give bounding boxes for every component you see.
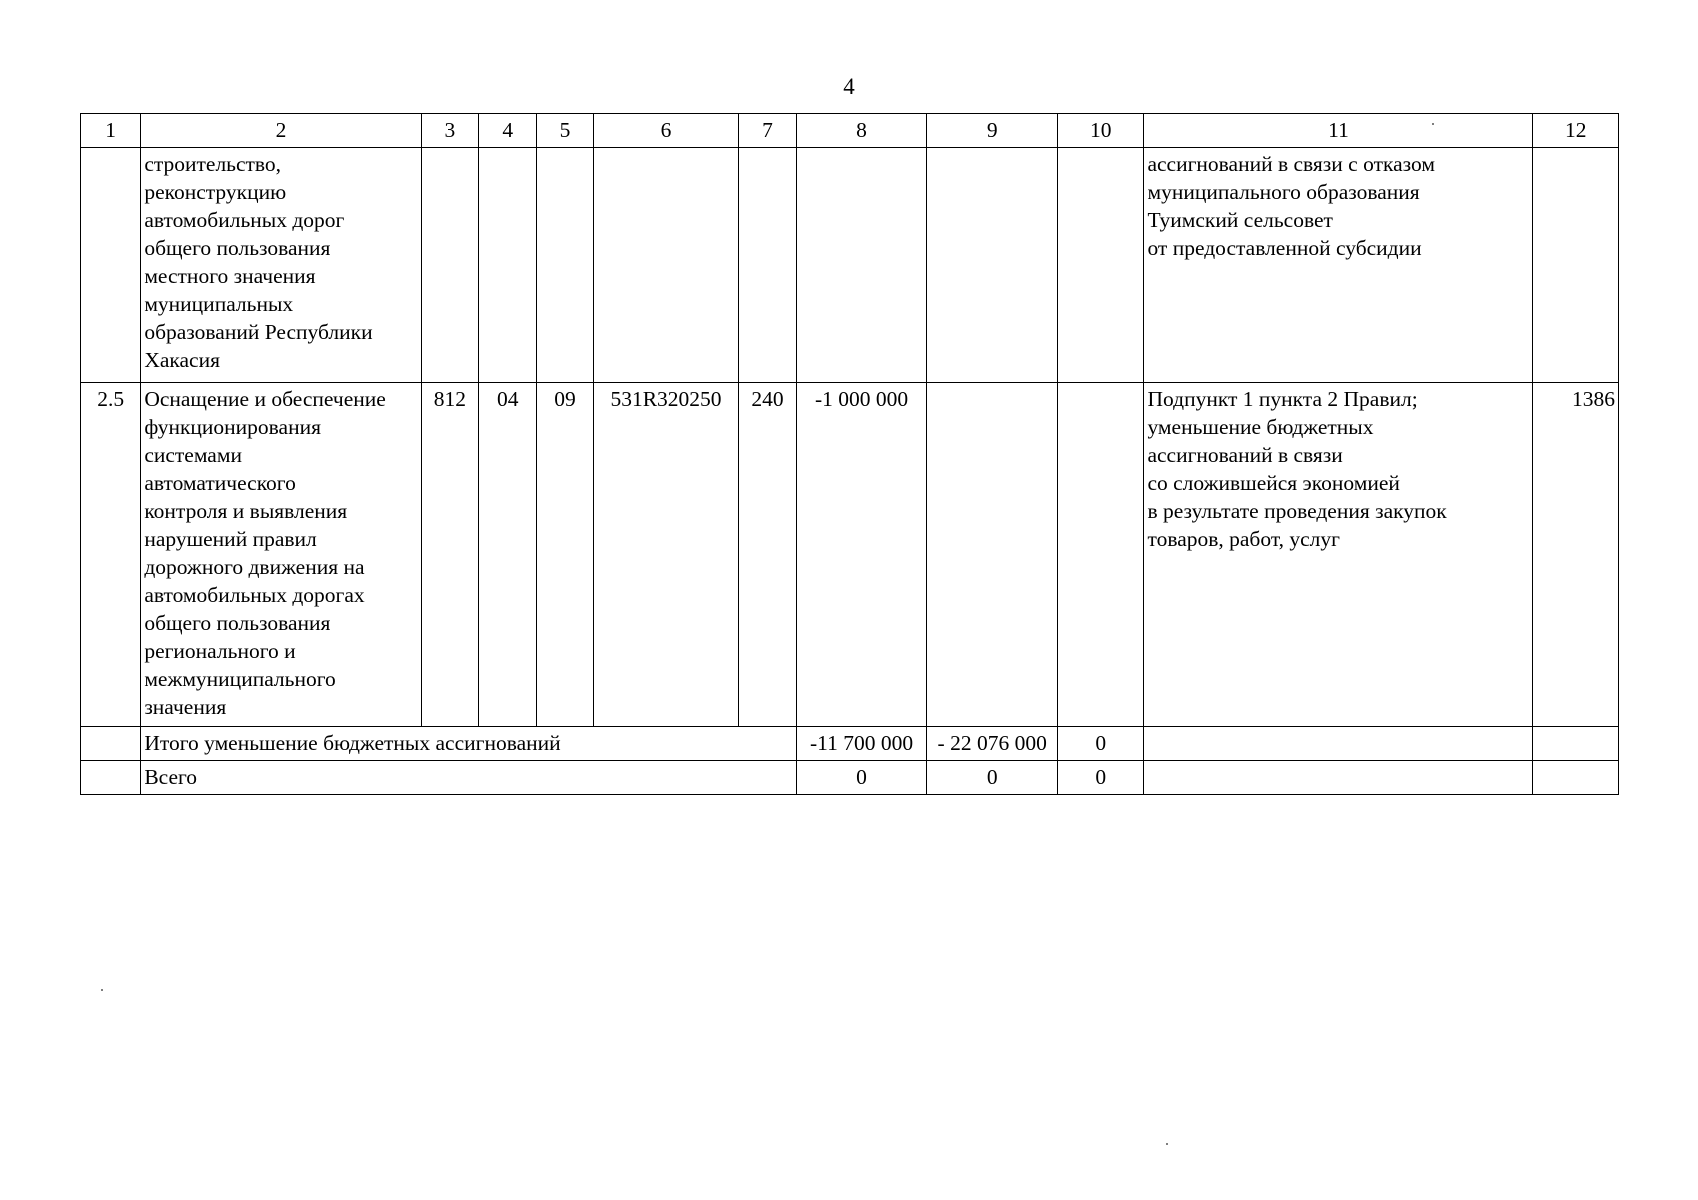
table-row <box>81 148 1619 383</box>
amount-cell: -1 000 000 <box>796 383 927 727</box>
header-cell: 10 <box>1058 114 1144 148</box>
code-cell: 812 <box>421 383 478 727</box>
code-cell <box>739 148 796 383</box>
row-number-cell <box>81 148 141 383</box>
empty-cell <box>1533 761 1619 795</box>
header-cell: 11 <box>1144 114 1533 148</box>
scan-speck <box>1166 1143 1168 1145</box>
amount-cell <box>927 148 1058 383</box>
code-cell: 09 <box>537 383 593 727</box>
header-cell: 7 <box>739 114 796 148</box>
empty-cell <box>1533 727 1619 761</box>
amount-cell <box>1058 383 1144 727</box>
scan-speck <box>101 989 103 991</box>
empty-cell <box>1144 761 1533 795</box>
code-cell: 531R320250 <box>593 383 739 727</box>
total-col9: - 22 076 000 <box>927 727 1058 761</box>
header-cell: 1 <box>81 114 141 148</box>
header-cell: 4 <box>479 114 537 148</box>
code-cell <box>421 148 478 383</box>
code-cell: 240 <box>739 383 796 727</box>
header-cell: 5 <box>537 114 593 148</box>
table-row <box>81 383 1619 727</box>
grand-total-col8: 0 <box>796 761 927 795</box>
header-row <box>81 114 1619 148</box>
total-col10: 0 <box>1058 727 1144 761</box>
empty-cell <box>81 727 141 761</box>
grand-total-col10: 0 <box>1058 761 1144 795</box>
header-cell: 3 <box>421 114 478 148</box>
reason-cell: ассигнований в связи с отказом муниципального образования Туимский сельсовет от предоставленной субсидии <box>1144 148 1533 383</box>
code-cell <box>593 148 739 383</box>
row-number-cell: 2.5 <box>81 383 141 727</box>
code-cell: 04 <box>479 383 537 727</box>
grand-total-col9: 0 <box>927 761 1058 795</box>
amount-cell <box>796 148 927 383</box>
page-number: 4 <box>843 74 855 99</box>
header-cell: 12 <box>1533 114 1619 148</box>
amount-cell <box>927 383 1058 727</box>
code-cell <box>479 148 537 383</box>
total-decrease-label: Итого уменьшение бюджетных ассигнований <box>141 727 796 761</box>
reason-cell: Подпункт 1 пункта 2 Правил; уменьшение бюджетных ассигнований в связи со сложившейся экономией в результате проведения закупок товаров, работ, услуг <box>1144 383 1533 727</box>
header-cell: 8 <box>796 114 927 148</box>
header-cell: 9 <box>927 114 1058 148</box>
total-col8: -11 700 000 <box>796 727 927 761</box>
code-cell <box>537 148 593 383</box>
empty-cell <box>81 761 141 795</box>
budget-allocation-table <box>80 113 1619 795</box>
total-decrease-row <box>81 727 1619 761</box>
ref-cell: 1386 <box>1533 383 1619 727</box>
ref-cell <box>1533 148 1619 383</box>
description-cell: Оснащение и обеспечение функционирования системами автоматического контроля и выявления нарушений правил дорожного движения на автомобильных дорогах общего пользования регионального и межмуниципального значения <box>141 383 421 727</box>
description-cell: строительство, реконструкцию автомобильных дорог общего пользования местного значения муниципальных образований Республики Хакасия <box>141 148 421 383</box>
header-cell: 2 <box>141 114 421 148</box>
grand-total-label: Всего <box>141 761 796 795</box>
empty-cell <box>1144 727 1533 761</box>
scan-speck <box>1432 123 1434 125</box>
grand-total-row <box>81 761 1619 795</box>
amount-cell <box>1058 148 1144 383</box>
header-cell: 6 <box>593 114 739 148</box>
